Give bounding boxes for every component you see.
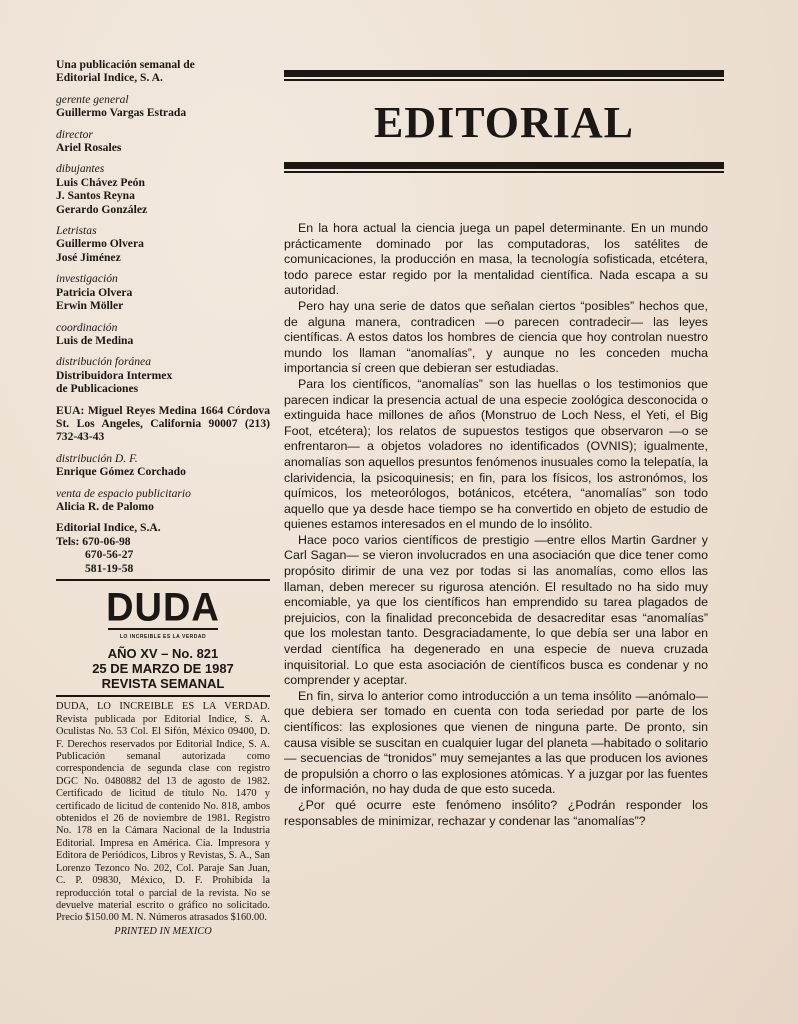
issue-frequency: REVISTA SEMANAL — [101, 676, 225, 692]
tel-number: 670-56-27 — [85, 548, 134, 562]
issue-date: 25 DE MARZO DE 1987 — [92, 661, 234, 677]
staff-name: Ariel Rosales — [56, 141, 122, 155]
staff-block — [56, 355, 270, 395]
staff-block — [56, 452, 270, 479]
staff-block — [56, 128, 270, 155]
publisher-name: Editorial Indice, S. A. — [56, 71, 163, 85]
contact-block — [56, 521, 270, 575]
printed-in: PRINTED IN MEXICO — [114, 925, 212, 937]
publisher-line: Una publicación semanal de — [56, 58, 195, 71]
editorial-title: EDITORIAL — [373, 98, 635, 147]
staff-role: distribución D. F. — [56, 451, 138, 465]
legal-notice: DUDA, LO INCREIBLE ES LA VERDAD. Revista publicada por Editorial Indice, S. A. Oculistas No. 53 Col. El Sifón, México 09400, D. F. Derechos reservados por Editorial Indice, S. A. Publicación semanal autorizada como correspondencia de segunda clase con registro DGC No. 0480882 del 13 de agosto de 1982. Certificado de licitud de título No. 1470 y certificado de licitud de contenido No. 818, ambos obtenidos el 26 de noviembre de 1981. Registro No. 178 en la Cámara Nacional de la Industria Editorial. Impresa en América. Cía. Impresora y Editora de Periódicos, Libros y Revistas, S. A., San Lorenzo Tezonco No. 202, Col. Paraje San Juan, C. P. 09830, México, D. F. Prohibida la reproducción total o parcial de la revista. No se devuelve material escrito o gráfico no solicitado. Precio $150.00 M. N. Números atrasados $160.00. — [56, 701, 270, 924]
divider — [56, 695, 270, 697]
staff-block — [56, 487, 270, 514]
staff-name: José Jiménez — [56, 250, 121, 264]
bottom-rule — [284, 162, 724, 169]
tels-label: Tels: 670-06-98 — [56, 534, 131, 548]
masthead-column — [56, 58, 270, 938]
staff-name: Luis Chávez Peón — [56, 175, 145, 189]
issue-number: AÑO XV – No. 821 — [107, 646, 219, 662]
staff-role: director — [56, 127, 93, 141]
staff-block — [56, 224, 270, 264]
staff-role: investigación — [56, 272, 118, 286]
editorial-body — [284, 221, 708, 829]
staff-name: Erwin Möller — [56, 299, 124, 313]
bottom-rule-thin — [284, 171, 724, 173]
staff-block — [56, 93, 270, 120]
eua-address: EUA: Miguel Reyes Medina 1664 Córdova St. Los Angeles, California 90007 (213) 732-43-43 — [56, 403, 270, 444]
tel-number: 581-19-58 — [85, 561, 134, 575]
staff-role: Letristas — [56, 224, 97, 238]
staff-name: Guillermo Vargas Estrada — [56, 106, 187, 120]
staff-name: J. Santos Reyna — [56, 189, 135, 203]
staff-role: venta de espacio publicitario — [56, 486, 191, 500]
staff-block — [56, 272, 270, 312]
duda-logo — [56, 585, 270, 646]
staff-name: Patricia Olvera — [56, 285, 133, 299]
staff-block — [56, 162, 270, 216]
staff-role: distribución foránea — [56, 355, 152, 369]
editorial-header — [284, 70, 724, 173]
logo-tagline: LO INCREIBLE ES LA VERDAD — [108, 628, 218, 644]
staff-role: dibujantes — [56, 162, 105, 176]
editorial-paragraph: ¿Por qué ocurre este fenómeno insólito? ¿Podrán responder los responsables de minimizar, rechazar y condenar las “anomalías”? — [284, 797, 708, 828]
issue-info — [56, 646, 270, 691]
staff-name: Luis de Medina — [56, 333, 134, 347]
editorial-paragraph: Hace poco varios científicos de prestigio —entre ellos Martin Gardner y Carl Sagan— se vieron involucrados en una asociación que dice tener como propósito dirimir de una vez por todas si las anomalías, como ellos las llaman, deben merecer su rigurosa atención. El resultado no ha sido muy encomiable, ya que los científicos han emprendido su tarea plagados de prejuicios, con la finalidad preconcebida de desacreditar esas “anomalías” que los molestan tanto. Desgraciadamente, lo que debía ser una labor en verdad científica ha degenerado en una especie de nueva cruzada inquisitorial. Lo que esta asociación de científicos busca es condenar y no comprender y aceptar. — [284, 532, 708, 688]
editorial-paragraph: En la hora actual la ciencia juega un papel determinante. En un mundo prácticamente dominado por las computadoras, los satélites de comunicaciones, la producción en masa, la tecnología sofisticada, etcétera, todo parece estar regido por la mentalidad científica. Nada escapa a su autoridad. — [284, 221, 708, 298]
staff-name: de Publicaciones — [56, 382, 139, 396]
staff-name: Gerardo González — [56, 202, 148, 216]
staff-name: Guillermo Olvera — [56, 237, 144, 251]
staff-name: Alicia R. de Palomo — [56, 499, 154, 513]
publisher-block — [56, 58, 270, 85]
staff-list — [56, 93, 270, 396]
staff-list-2 — [56, 452, 270, 514]
staff-name: Distribuidora Intermex — [56, 368, 173, 382]
staff-block — [56, 321, 270, 348]
editorial-paragraph: En fin, sirva lo anterior como introducción a un tema insólito —anómalo— que debiera ser tomado en cuenta con toda seriedad por parte de los científicos: las explosiones que vienen de ninguna parte. De pronto, sin causa visible se suscitan en cualquier lugar del planeta —habitado o solitario— secuencias de “tronidos” muy semejantes a las que producen los aviones de propulsión a chorro o las explosiones atómicas. Y a juzgar por las fuentes de información, no hay duda de que esto suceda. — [284, 688, 708, 797]
editorial-name: Editorial Indice, S.A. — [56, 521, 161, 535]
top-rule — [284, 70, 724, 77]
top-rule-thin — [284, 79, 724, 81]
editorial-paragraph: Pero hay una serie de datos que señalan ciertos “posibles” hechos que, de alguna manera, contradicen —o parecen contradecir— las leyes científicas. A estos datos los hombres de ciencia que hoy controlan nuestro mundo los llaman “anomalías”, y aunque no les conceden mucha importancia sí creen que debieran ser estudiadas. — [284, 298, 708, 376]
divider — [56, 579, 270, 581]
staff-role: gerente general — [56, 92, 129, 106]
staff-role: coordinación — [56, 320, 118, 334]
editorial-paragraph: Para los científicos, “anomalías” son las huellas o los testimonios que parecen indicar la presencia actual de una especie zoológica desconocida o extinguida hace millones de años (Monstruo de Loch Ness, el Yeti, el Big Foot, etcétera); los relatos de supuestos testigos que observaron —o se enfrentaron— a objetos voladores no identificados (OVNIS); igualmente, anomalías son aquellos presuntos fenómenos inusuales como la telepatía, la clarividencia, la psicoquinesis; en fin, para los físicos, los astronómos, los químicos, los meteorólogos, botánicos, etcétera, “anomalías” son todo aquello que ya desde hace tiempo se ha convertido en objeto de estudio de quienes estamos interesados en el mundo de lo insólito. — [284, 376, 708, 532]
staff-name: Enrique Gómez Corchado — [56, 465, 186, 479]
logo-text: DUDA — [106, 585, 220, 631]
